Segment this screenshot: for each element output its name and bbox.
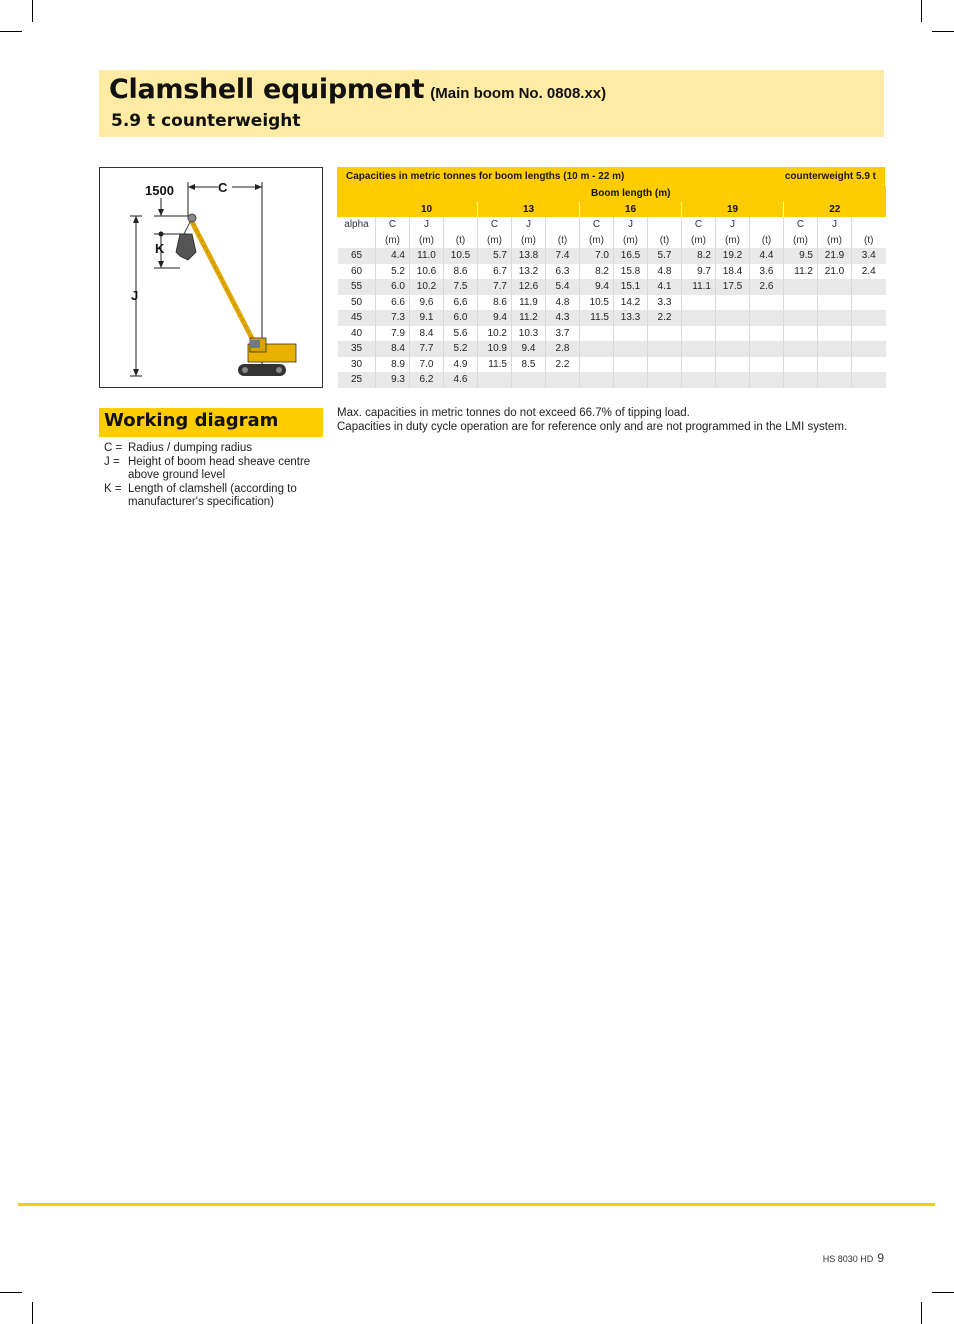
table-cell [852, 295, 886, 311]
table-cell: 8.5 [512, 357, 546, 373]
table-cell [750, 326, 784, 342]
table-cell: 9.3 [376, 372, 410, 388]
table-cell: 9.4 [478, 310, 512, 326]
table-row [338, 357, 886, 373]
table-cell [818, 372, 852, 388]
working-diagram-heading [99, 408, 323, 437]
table-cell: 11.0 [410, 248, 444, 264]
table-cell: 3.7 [546, 326, 580, 342]
table-cell [784, 279, 818, 295]
legend-key: J = [104, 455, 120, 468]
table-cell: 13.3 [614, 310, 648, 326]
table-cell: 18.4 [716, 264, 750, 280]
alpha-cell: 65 [338, 248, 376, 264]
table-cell [784, 357, 818, 373]
table-cell: 6.0 [376, 279, 410, 295]
crane-icon [176, 214, 296, 376]
table-cell [614, 372, 648, 388]
table-cell [546, 372, 580, 388]
alpha-cell: 60 [338, 264, 376, 280]
table-cell: 4.4 [376, 248, 410, 264]
unit-label: (m) [512, 233, 546, 249]
table-cell: 9.7 [682, 264, 716, 280]
table-cell: 8.6 [478, 295, 512, 311]
column-label: J [614, 217, 648, 233]
table-cell [716, 295, 750, 311]
table-cell [716, 310, 750, 326]
table-cell: 8.6 [444, 264, 478, 280]
table-caption [337, 167, 885, 186]
table-cell: 8.2 [682, 248, 716, 264]
legend-text: Length of clamshell (according to manufacturer's specification) [128, 482, 297, 508]
table-cell [580, 372, 614, 388]
alpha-cell: 55 [338, 279, 376, 295]
table-cell [580, 357, 614, 373]
legend-item [104, 483, 326, 510]
table-cell: 10.5 [444, 248, 478, 264]
table-cell [784, 341, 818, 357]
table-notes [337, 406, 847, 434]
table-cell: 4.6 [444, 372, 478, 388]
table-cell: 3.3 [648, 295, 682, 311]
table-cell: 7.0 [410, 357, 444, 373]
alpha-cell: 35 [338, 341, 376, 357]
table-cell: 14.2 [614, 295, 648, 311]
unit-label: (t) [444, 233, 478, 249]
table-cell: 17.5 [716, 279, 750, 295]
table-cell: 6.7 [478, 264, 512, 280]
table-cell: 7.7 [410, 341, 444, 357]
table-caption-right: counterweight 5.9 t [784, 171, 876, 182]
table-cell [818, 310, 852, 326]
table-cell [852, 310, 886, 326]
table-cell: 2.2 [546, 357, 580, 373]
table-cell [682, 310, 716, 326]
table-cell [478, 372, 512, 388]
table-cell: 11.9 [512, 295, 546, 311]
column-label: J [410, 217, 444, 233]
table-cell: 7.9 [376, 326, 410, 342]
table-cell [852, 326, 886, 342]
table-cell: 11.1 [682, 279, 716, 295]
crop-mark [32, 1302, 33, 1324]
column-label: C [478, 217, 512, 233]
table-cell [784, 372, 818, 388]
column-label: C [580, 217, 614, 233]
table-cell [818, 357, 852, 373]
table-cell: 8.9 [376, 357, 410, 373]
table-cell [716, 357, 750, 373]
table-cell: 6.3 [546, 264, 580, 280]
table-cell: 21.0 [818, 264, 852, 280]
alpha-cell: 30 [338, 357, 376, 373]
table-cell: 9.5 [784, 248, 818, 264]
boom-length-value: 16 [580, 202, 682, 218]
dim-c-label: C [218, 180, 228, 195]
legend-key: C = [104, 442, 123, 454]
column-label [444, 217, 478, 233]
table-cell [750, 341, 784, 357]
table-cell [716, 326, 750, 342]
column-label [750, 217, 784, 233]
table-caption-left: Capacities in metric tonnes for boom lengths (10 m - 22 m) [346, 171, 625, 182]
page-footer [823, 1251, 884, 1265]
table-cell: 4.3 [546, 310, 580, 326]
table-cell: 10.3 [512, 326, 546, 342]
table-cell: 5.4 [546, 279, 580, 295]
alpha-cell: 25 [338, 372, 376, 388]
column-label: C [784, 217, 818, 233]
table-cell: 4.9 [444, 357, 478, 373]
note-line: Max. capacities in metric tonnes do not exceed 66.7% of tipping load. [337, 407, 690, 419]
table-cell [580, 341, 614, 357]
title-note: (Main boom No. 0808.xx) [430, 85, 607, 102]
table-cell [784, 326, 818, 342]
column-label: C [376, 217, 410, 233]
table-row [338, 264, 886, 280]
table-cell [750, 372, 784, 388]
unit-label: (t) [648, 233, 682, 249]
table-cell [614, 357, 648, 373]
dim-j-label: J [131, 288, 139, 303]
table-row [338, 326, 886, 342]
unit-label: (t) [750, 233, 784, 249]
boom-length-value: 13 [478, 202, 580, 218]
crop-mark [0, 1292, 22, 1293]
unit-label: (t) [546, 233, 580, 249]
unit-label: (m) [478, 233, 512, 249]
table-row [338, 372, 886, 388]
alpha-cell: 40 [338, 326, 376, 342]
table-cell [648, 341, 682, 357]
table-cell [682, 372, 716, 388]
boom-length-value: 10 [376, 202, 478, 218]
boom-length-value: 19 [682, 202, 784, 218]
table-cell [784, 295, 818, 311]
table-row [338, 341, 886, 357]
unit-label: (m) [818, 233, 852, 249]
table-cell: 7.0 [580, 248, 614, 264]
column-label [648, 217, 682, 233]
table-cell: 16.5 [614, 248, 648, 264]
page-header [99, 70, 884, 137]
table-cell: 10.6 [410, 264, 444, 280]
table-cell: 2.8 [546, 341, 580, 357]
table-cell: 5.6 [444, 326, 478, 342]
header-spacer [338, 186, 376, 202]
table-cell: 7.5 [444, 279, 478, 295]
unit-label: (m) [376, 233, 410, 249]
table-cell: 8.4 [376, 341, 410, 357]
boom-length-value: 22 [784, 202, 886, 218]
table-cell: 7.4 [546, 248, 580, 264]
page-number: 9 [877, 1251, 884, 1265]
table-cell: 9.1 [410, 310, 444, 326]
table-cell: 2.4 [852, 264, 886, 280]
table-cell: 3.4 [852, 248, 886, 264]
title-text: Clamshell equipment [109, 74, 425, 105]
crop-mark [921, 0, 922, 22]
table-cell: 4.8 [546, 295, 580, 311]
table-cell [750, 295, 784, 311]
table-cell: 7.7 [478, 279, 512, 295]
table-cell: 12.6 [512, 279, 546, 295]
table-cell: 6.0 [444, 310, 478, 326]
legend-text: Radius / dumping radius [128, 442, 253, 454]
table-cell [580, 326, 614, 342]
table-cell [818, 279, 852, 295]
table-cell [852, 279, 886, 295]
alpha-header: alpha [338, 217, 376, 233]
table-cell [818, 295, 852, 311]
table-cell: 5.2 [444, 341, 478, 357]
footer-model: HS 8030 HD [822, 1254, 874, 1264]
unit-label: (t) [852, 233, 886, 249]
table-cell: 5.7 [478, 248, 512, 264]
table-cell [716, 372, 750, 388]
crop-mark [32, 0, 33, 22]
table-row [338, 310, 886, 326]
column-label: J [512, 217, 546, 233]
table-cell: 4.8 [648, 264, 682, 280]
dim-1500-label: 1500 [145, 183, 174, 198]
crop-mark [932, 31, 954, 32]
legend-key: K = [104, 482, 122, 495]
table-cell: 6.6 [376, 295, 410, 311]
table-cell: 9.6 [410, 295, 444, 311]
table-cell: 4.1 [648, 279, 682, 295]
table-cell: 8.2 [580, 264, 614, 280]
table-cell: 13.8 [512, 248, 546, 264]
table-cell: 10.2 [478, 326, 512, 342]
legend-item [104, 456, 326, 483]
table-cell [648, 357, 682, 373]
table-cell [852, 372, 886, 388]
table-cell: 2.6 [750, 279, 784, 295]
table-cell: 11.2 [512, 310, 546, 326]
table-cell: 15.8 [614, 264, 648, 280]
table-cell: 2.2 [648, 310, 682, 326]
table-cell: 15.1 [614, 279, 648, 295]
capacity-table [337, 167, 885, 388]
crane-illustration [100, 168, 322, 387]
unit-label: (m) [682, 233, 716, 249]
table-cell: 10.2 [410, 279, 444, 295]
unit-label: (m) [784, 233, 818, 249]
header-spacer [338, 202, 376, 218]
table-cell [716, 341, 750, 357]
diagram-legend [104, 442, 326, 510]
column-label [852, 217, 886, 233]
table-cell [818, 341, 852, 357]
table-cell: 21.9 [818, 248, 852, 264]
alpha-cell: 45 [338, 310, 376, 326]
table-row [338, 279, 886, 295]
table-cell: 7.3 [376, 310, 410, 326]
table-cell [750, 357, 784, 373]
table-cell [682, 326, 716, 342]
column-label: J [716, 217, 750, 233]
unit-label: (m) [580, 233, 614, 249]
working-diagram-title: Working diagram [104, 410, 279, 431]
table-cell: 3.6 [750, 264, 784, 280]
units-spacer [338, 233, 376, 249]
table-cell: 5.7 [648, 248, 682, 264]
footer-rule [18, 1203, 935, 1206]
table-cell [852, 357, 886, 373]
table-cell [648, 372, 682, 388]
page-subtitle: 5.9 t counterweight [111, 111, 301, 131]
boom-length-header: Boom length (m) [376, 186, 886, 202]
crane-diagram [99, 167, 323, 388]
table-cell [818, 326, 852, 342]
crop-mark [932, 1292, 954, 1293]
table-cell: 10.5 [580, 295, 614, 311]
table-cell [512, 372, 546, 388]
table-cell [682, 357, 716, 373]
table-cell: 8.4 [410, 326, 444, 342]
table-row [338, 248, 886, 264]
table-cell: 11.2 [784, 264, 818, 280]
unit-label: (m) [614, 233, 648, 249]
capacity-grid [337, 186, 886, 388]
table-cell: 11.5 [580, 310, 614, 326]
table-cell [648, 326, 682, 342]
column-label: J [818, 217, 852, 233]
table-cell: 6.6 [444, 295, 478, 311]
dim-k-label: K [155, 241, 165, 256]
table-cell: 9.4 [512, 341, 546, 357]
table-cell [784, 310, 818, 326]
table-cell [682, 341, 716, 357]
page-title [109, 74, 606, 105]
table-cell: 6.2 [410, 372, 444, 388]
table-cell: 10.9 [478, 341, 512, 357]
alpha-cell: 50 [338, 295, 376, 311]
table-cell [614, 341, 648, 357]
column-label [546, 217, 580, 233]
table-cell: 13.2 [512, 264, 546, 280]
column-label: C [682, 217, 716, 233]
unit-label: (m) [410, 233, 444, 249]
table-cell [750, 310, 784, 326]
table-cell: 4.4 [750, 248, 784, 264]
crop-mark [0, 31, 22, 32]
crop-mark [921, 1302, 922, 1324]
table-cell [852, 341, 886, 357]
note-line: Capacities in duty cycle operation are for reference only and are not programmed in the LMI system. [337, 421, 848, 433]
table-cell: 5.2 [376, 264, 410, 280]
table-cell: 19.2 [716, 248, 750, 264]
unit-label: (m) [716, 233, 750, 249]
table-cell [682, 295, 716, 311]
table-row [338, 295, 886, 311]
table-cell [614, 326, 648, 342]
table-cell: 9.4 [580, 279, 614, 295]
legend-text: Height of boom head sheave centre above ground level [128, 455, 311, 481]
table-cell: 11.5 [478, 357, 512, 373]
legend-item [104, 442, 326, 456]
